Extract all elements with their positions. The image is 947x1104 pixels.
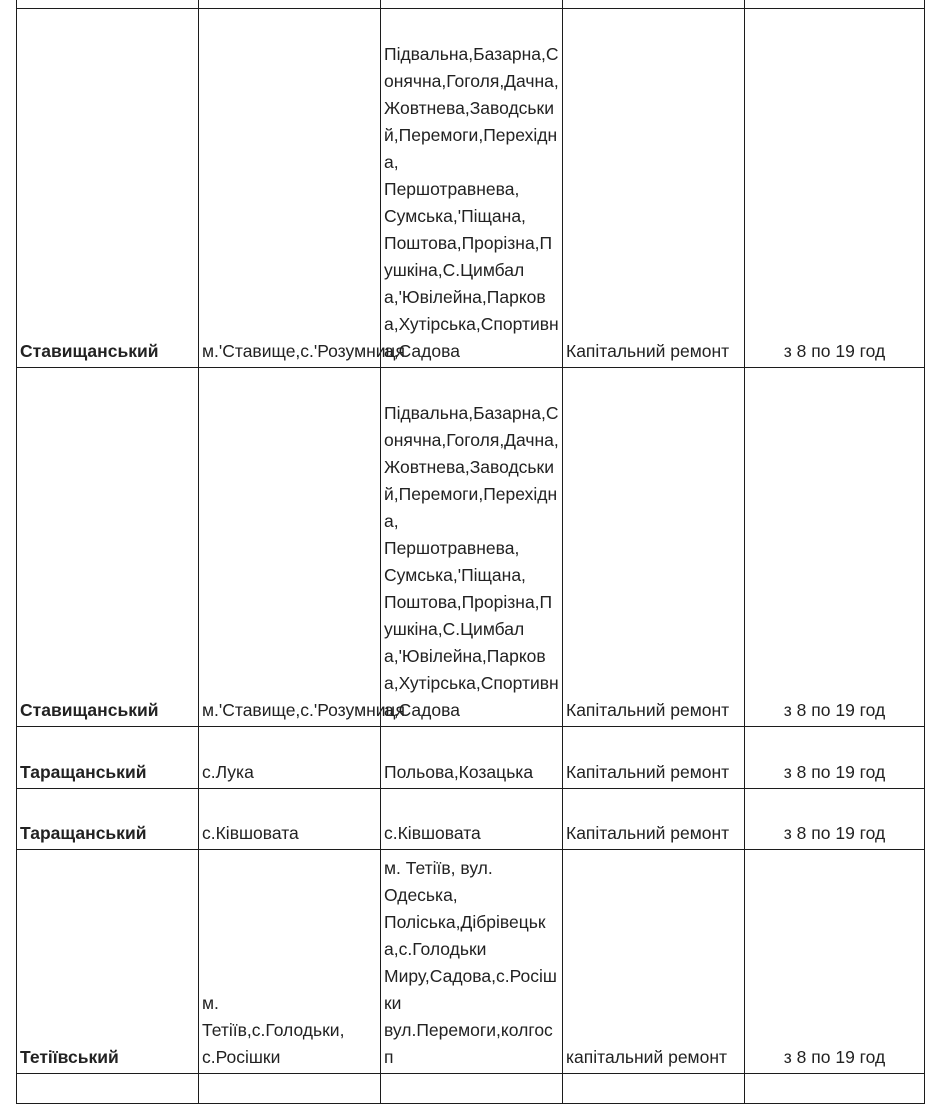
table-row [17,727,925,789]
time-cell [745,0,925,9]
time-cell: з 8 по 19 год [745,850,925,1074]
district-cell [17,0,199,9]
work-type-cell: капітальний ремонт [563,850,745,1074]
district-cell: Таращанський [17,727,199,789]
streets-cell: Підвальна,Базарна,Сонячна,Гоголя,Дачна,Жовтнева,Заводський,Перемоги,Перехідна, Першотравнева, Сумська,'Піщана, Поштова,Прорізна,Пушкіна,С.Цимбала,'Ювілейна,Паркова,Хутірська,Спортивна,Садова [381,368,563,727]
streets-cell: с.Ківшовата [381,789,563,850]
streets-cell: Польова,Козацька [381,727,563,789]
outage-schedule-table [16,0,925,1104]
table-row [17,1074,925,1104]
work-type-cell: Капітальний ремонт [563,727,745,789]
time-cell: з 8 по 19 год [745,368,925,727]
work-type-cell: Капітальний ремонт [563,368,745,727]
table-cell [745,1074,925,1104]
district-cell: Ставищанський [17,9,199,368]
streets-cell [381,0,563,9]
district-cell: Таращанський [17,789,199,850]
work-type-cell: Капітальний ремонт [563,789,745,850]
time-cell: з 8 по 19 год [745,727,925,789]
settlements-cell: м.'Ставище,с.'Розумниця [199,9,381,368]
settlements-cell: м. Тетіїв,с.Голодьки, с.Росішки [199,850,381,1074]
table-row [17,0,925,9]
district-cell: Ставищанський [17,368,199,727]
settlements-cell: с.Ківшовата [199,789,381,850]
streets-cell: м. Тетіїв, вул. Одеська, Поліська,Дібрівецька,с.Голодьки Миру,Садова,с.Росішки вул.Перемоги,колгосп [381,850,563,1074]
settlements-cell [199,0,381,9]
table-row [17,850,925,1074]
table-cell [563,1074,745,1104]
streets-cell: Підвальна,Базарна,Сонячна,Гоголя,Дачна,Жовтнева,Заводський,Перемоги,Перехідна, Першотравнева, Сумська,'Піщана, Поштова,Прорізна,Пушкіна,С.Цимбала,'Ювілейна,Паркова,Хутірська,Спортивна,Садова [381,9,563,368]
table-row [17,368,925,727]
table-cell [17,1074,199,1104]
settlements-cell: с.Лука [199,727,381,789]
time-cell: з 8 по 19 год [745,789,925,850]
time-cell: з 8 по 19 год [745,9,925,368]
table-row [17,9,925,368]
table-cell [381,1074,563,1104]
work-type-cell [563,0,745,9]
settlements-cell: м.'Ставище,с.'Розумниця [199,368,381,727]
page-content [16,0,925,1104]
work-type-cell: Капітальний ремонт [563,9,745,368]
table-row [17,789,925,850]
district-cell: Тетіївський [17,850,199,1074]
table-cell [199,1074,381,1104]
